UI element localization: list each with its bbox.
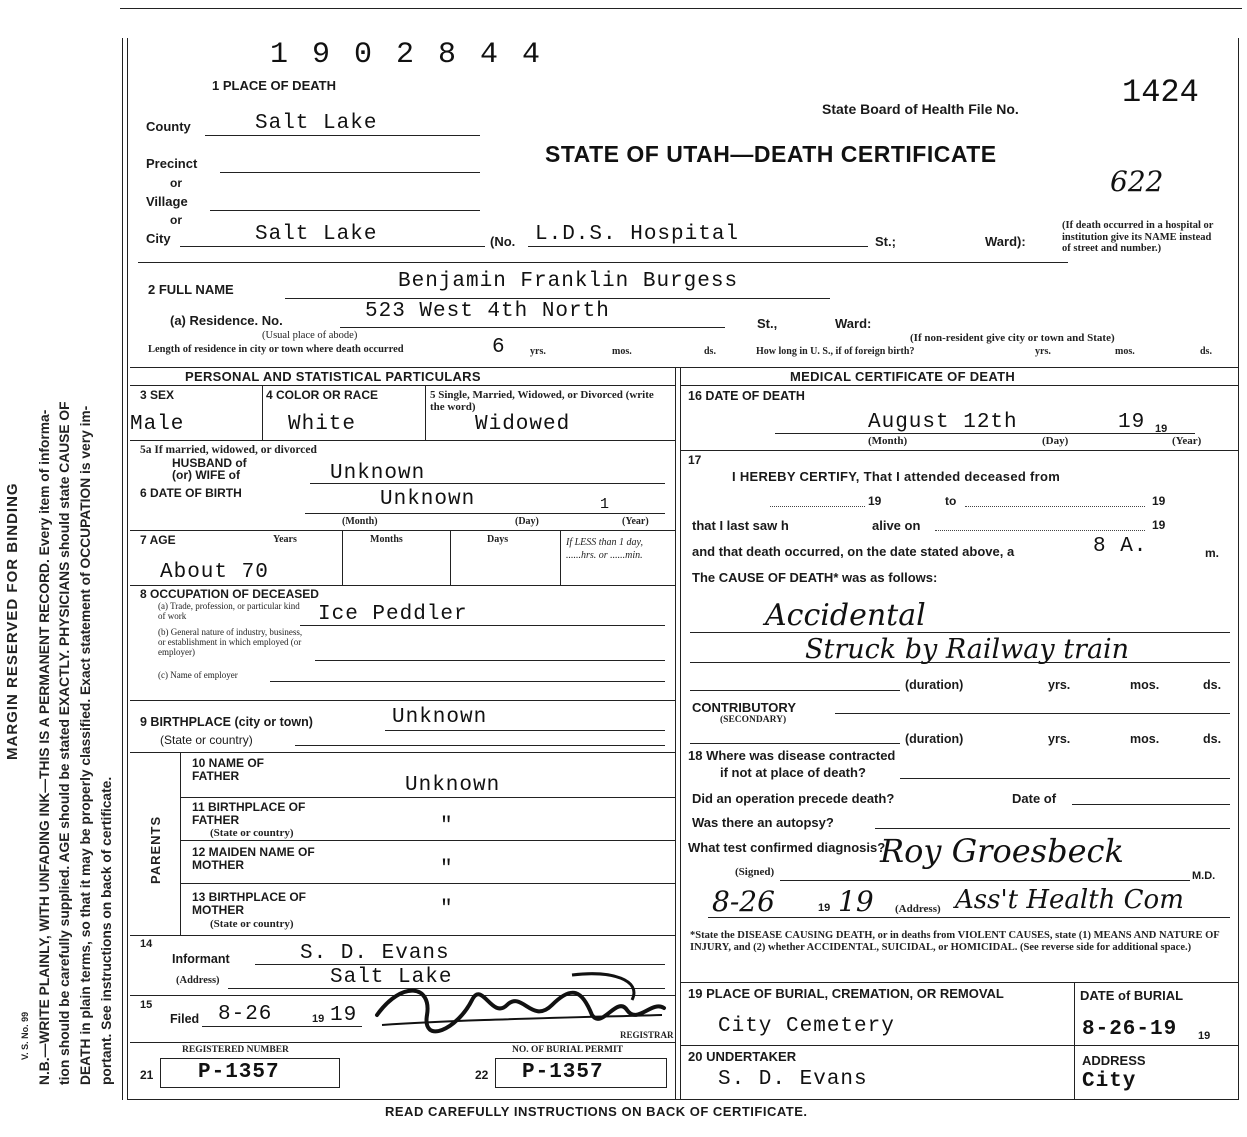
certify-alive-line: [935, 530, 1145, 531]
name-top-line: [138, 262, 1068, 263]
father-bp-row-line: [180, 840, 675, 841]
item-15-number: 15: [140, 999, 153, 1011]
bottom-border: [127, 1099, 1238, 1100]
burial-permit-value: P-1357: [522, 1061, 604, 1084]
ward-label: Ward):: [985, 234, 1026, 249]
spouse-label-2: HUSBAND of: [172, 456, 247, 470]
item-21-number: 21: [140, 1068, 154, 1082]
length-years-value: 6: [492, 336, 506, 359]
marital-value: Widowed: [475, 413, 571, 436]
instructions-line-4: portant. See instructions on back of certificate.: [99, 776, 114, 1085]
date-of-burial-label: DATE of BURIAL: [1080, 988, 1184, 1003]
burial-divider: [1074, 982, 1075, 1099]
left-border-2: [127, 38, 128, 1100]
age-value: About 70: [160, 561, 269, 584]
county-line: [205, 135, 480, 136]
age-days-label: Days: [487, 534, 509, 545]
informant-line: [255, 964, 665, 965]
signed-label: (Signed): [735, 866, 775, 878]
birthplace-line: [385, 730, 665, 731]
item-17-number: 17: [688, 453, 702, 467]
usual-abode-note: (Usual place of abode): [262, 330, 358, 341]
column-divider-right: [680, 367, 681, 1099]
section-divider-top: [130, 367, 1238, 368]
q18-line: [900, 778, 1230, 779]
full-name-line: [285, 298, 830, 299]
or-label-1: or: [170, 176, 182, 190]
birthplace-state-line: [295, 745, 665, 746]
sex-label: 3 SEX: [140, 388, 175, 402]
mother-name-value: ": [440, 858, 454, 881]
certify-from-line: [770, 506, 865, 507]
duration-line-1: [690, 690, 900, 691]
filed-label: Filed: [170, 1012, 200, 1026]
street-label: St.;: [875, 234, 896, 249]
informant-value: S. D. Evans: [300, 942, 450, 965]
cause-footnote: *State the DISEASE CAUSING DEATH, or in deaths from VIOLENT CAUSES, state (1) MEANS AND NATURE OF INJURY, and (2) whether ACCIDENTAL, SUICIDAL, or HOMICIDAL. (See reverse side for additional space.): [690, 930, 1220, 953]
footer-instructions: READ CAREFULLY INSTRUCTIONS ON BACK OF CERTIFICATE.: [385, 1104, 808, 1119]
residence-ward-label: Ward:: [835, 316, 872, 331]
q18-line-2: if not at place of death?: [720, 765, 866, 780]
residence-label: (a) Residence. No.: [170, 313, 283, 328]
local-number: 622: [1110, 165, 1164, 198]
father-row-line: [180, 797, 675, 798]
undertaker-address-label: ADDRESS: [1082, 1053, 1146, 1068]
certify-19b: 19: [1152, 494, 1166, 508]
medical-header-line: [680, 385, 1238, 386]
instructions-line-1: N.B.—WRITE PLAINLY, WITH UNFADING INK—THIS IS A PERMANENT RECORD. Every item of informa-: [37, 409, 52, 1085]
column-divider-left: [675, 367, 676, 1099]
left-border-1: [122, 38, 123, 1100]
undertaker-value: S. D. Evans: [718, 1068, 868, 1091]
us-yrs-label: yrs.: [1035, 346, 1051, 357]
spouse-label-1: 5a If married, widowed, or divorced: [140, 444, 317, 456]
birthplace-label: 9 BIRTHPLACE (city or town): [140, 715, 313, 729]
length-mos-label: mos.: [612, 346, 632, 357]
spouse-value: Unknown: [330, 462, 426, 485]
city-value: Salt Lake: [255, 223, 378, 246]
contributory-label: CONTRIBUTORY: [692, 700, 796, 715]
md-label: M.D.: [1192, 870, 1216, 882]
mother-name-label: 12 MAIDEN NAME OF MOTHER: [192, 845, 315, 872]
burial-place-label: 19 PLACE OF BURIAL, CREMATION, OR REMOVAL: [688, 986, 1004, 1001]
date-of-death-line: [775, 433, 1195, 434]
signed-date-line: [708, 917, 1230, 918]
duration-yrs-1: yrs.: [1048, 678, 1071, 692]
father-birthplace-label: 11 BIRTHPLACE OF FATHER: [192, 800, 306, 827]
personal-header-line: [130, 385, 675, 386]
test-confirmed-label: What test confirmed diagnosis?: [688, 840, 886, 855]
filed-19-label: 19: [312, 1013, 325, 1025]
registrar-label: REGISTRAR: [620, 1030, 674, 1040]
operation-line: [1072, 804, 1230, 805]
residence-st-label: St.,: [757, 316, 778, 331]
us-ds-label: ds.: [1200, 346, 1212, 357]
dob-row-line: [130, 530, 675, 531]
secondary-label: (SECONDARY): [720, 715, 787, 725]
medical-header: MEDICAL CERTIFICATE OF DEATH: [790, 369, 1016, 384]
precinct-label: Precinct: [146, 156, 198, 171]
spouse-line: [310, 483, 665, 484]
burial-place-value: City Cemetery: [718, 1015, 895, 1038]
death-time-m: m.: [1205, 546, 1220, 560]
parents-bottom-line: [130, 935, 675, 936]
date-of-death-label: 16 DATE OF DEATH: [688, 389, 805, 403]
mother-row-line: [180, 883, 675, 884]
age-divider-2: [450, 530, 451, 585]
q18-line-1: 18 Where was disease contracted: [688, 748, 896, 763]
sex-divider: [262, 385, 263, 440]
burial-permit-label: NO. OF BURIAL PERMIT: [512, 1045, 624, 1055]
top-border: [120, 8, 1242, 9]
signed-address-label: (Address): [895, 903, 941, 915]
operation-label: Did an operation precede death?: [692, 791, 895, 806]
father-birthplace-sub: (State or country): [210, 827, 294, 839]
certify-to-line: [965, 506, 1145, 507]
month-sub: (Month): [868, 435, 908, 447]
filed-value: 8-26: [218, 1003, 273, 1026]
signed-line: [780, 880, 1190, 881]
length-yrs-label: yrs.: [530, 346, 546, 357]
physician-signature: Roy Groesbeck: [880, 832, 1124, 870]
county-label: County: [146, 119, 191, 134]
color-label: 4 COLOR OR RACE: [266, 388, 379, 402]
birthplace-row-line: [130, 752, 675, 753]
age-row-line: [130, 585, 675, 586]
registered-row-line: [130, 1042, 675, 1043]
parents-divider: [180, 752, 181, 935]
informant-label: Informant: [172, 952, 230, 966]
right-border: [1238, 38, 1239, 1100]
dob-line: [305, 513, 665, 514]
precinct-line: [220, 172, 480, 173]
dob-value: Unknown: [380, 488, 476, 511]
occupation-b-label: (b) General nature of industry, business, or establishment in which employed (or employer): [158, 627, 303, 657]
city-label: City: [146, 231, 171, 246]
sex-value: Male: [130, 413, 185, 436]
certify-19c: 19: [1152, 518, 1166, 532]
informant-address-label: (Address): [176, 975, 220, 986]
age-label: 7 AGE: [140, 533, 176, 547]
us-mos-label: mos.: [1115, 346, 1135, 357]
death-time-value: 8 A.: [1093, 535, 1148, 558]
parents-label: PARENTS: [148, 815, 163, 884]
registered-number-value: P-1357: [198, 1061, 280, 1084]
duration-label-1: (duration): [905, 678, 964, 692]
dob-month-sub: (Month): [342, 516, 378, 527]
date-of-death-19: 19: [1155, 423, 1168, 435]
full-name-label: 2 FULL NAME: [148, 282, 234, 297]
cause-value-2: Struck by Railway train: [805, 634, 1130, 665]
occupation-a-label: (a) Trade, profession, or particular kind of work: [158, 601, 300, 621]
occupation-c-label: (c) Name of employer: [158, 670, 238, 680]
no-label: (No.: [490, 234, 516, 249]
duration-ds-2: ds.: [1203, 732, 1222, 746]
occupation-row-line: [130, 700, 675, 701]
age-divider-3: [560, 530, 561, 585]
duration-yrs-2: yrs.: [1048, 732, 1071, 746]
state-board-label: State Board of Health File No.: [822, 101, 1019, 117]
date-of-burial-value: 8-26-19: [1082, 1018, 1178, 1041]
occupation-b-line: [315, 660, 665, 661]
mother-birthplace-label: 13 BIRTHPLACE OF MOTHER: [192, 890, 307, 917]
date-row-line: [680, 450, 1238, 451]
age-less-label: If LESS than 1 day, ......hrs. or ......min.: [566, 537, 643, 561]
certificate-title: STATE OF UTAH—DEATH CERTIFICATE: [545, 141, 997, 167]
certify-line-3: and that death occurred, on the date stated above, a: [692, 544, 1015, 559]
date-of-burial-19: 19: [1198, 1030, 1211, 1042]
filed-year-value: 19: [330, 1004, 358, 1027]
cause-value-1: Accidental: [765, 598, 926, 633]
certify-line-2: that I last saw h: [692, 518, 789, 533]
state-file-number: 1424: [1122, 74, 1199, 111]
signed-year-value: 19: [838, 885, 874, 918]
autopsy-label: Was there an autopsy?: [692, 815, 834, 830]
spouse-label-3: (or) WIFE of: [172, 468, 240, 482]
mother-birthplace-sub: (State or country): [210, 918, 294, 930]
institution-value: L.D.S. Hospital: [535, 223, 740, 246]
certify-line-1: I HEREBY CERTIFY, That I attended deceased from: [732, 469, 1061, 484]
burial-top-line: [680, 982, 1238, 983]
date-of-death-year: 19: [1118, 411, 1146, 434]
residence-line: [340, 327, 725, 328]
age-months-label: Months: [370, 534, 403, 545]
how-long-us-label: How long in U. S., if of foreign birth?: [756, 346, 915, 357]
undertaker-address-value: City: [1082, 1070, 1137, 1093]
dob-label: 6 DATE OF BIRTH: [140, 486, 242, 500]
birthplace-state-label: (State or country): [160, 733, 253, 747]
contributory-line: [835, 713, 1230, 714]
father-birthplace-value: ": [440, 815, 454, 838]
age-years-label: Years: [273, 534, 297, 545]
date-of-death-value: August 12th: [868, 411, 1018, 434]
village-line: [210, 210, 480, 211]
color-value: White: [288, 413, 357, 436]
duration-line-2: [690, 743, 900, 744]
dob-one: 1: [600, 496, 611, 513]
full-name-value: Benjamin Franklin Burgess: [398, 270, 739, 293]
signed-19-label: 19: [818, 902, 831, 914]
father-name-label: 10 NAME OF FATHER: [192, 756, 265, 783]
duration-mos-2: mos.: [1130, 732, 1160, 746]
city-line: [180, 246, 485, 247]
birthplace-value: Unknown: [392, 706, 488, 729]
item-22-number: 22: [475, 1068, 489, 1082]
day-sub: (Day): [1042, 435, 1069, 447]
informant-address-value: Salt Lake: [330, 966, 453, 989]
duration-label-2: (duration): [905, 732, 964, 746]
registered-number-label: REGISTERED NUMBER: [182, 1045, 289, 1055]
length-ds-label: ds.: [704, 346, 716, 357]
occupation-line: [300, 625, 665, 626]
undertaker-top-line: [680, 1045, 1238, 1046]
duration-ds-1: ds.: [1203, 678, 1222, 692]
color-divider: [425, 385, 426, 440]
row-3-line: [130, 440, 675, 441]
father-name-value: Unknown: [405, 774, 501, 797]
or-label-2: or: [170, 213, 182, 227]
instructions-line-3: DEATH in plain terms, so that it may be properly classified. Exact statement of OCCUPATION is very im-: [78, 405, 93, 1085]
certificate-number: 1 9 0 2 8 4 4: [270, 38, 544, 72]
occupation-label: 8 OCCUPATION OF DECEASED: [140, 587, 319, 601]
occupation-c-line: [270, 681, 665, 682]
place-of-death-label: 1 PLACE OF DEATH: [212, 78, 336, 93]
signed-date-value: 8-26: [712, 885, 775, 918]
certify-to: to: [945, 494, 957, 508]
cause-of-death-label: The CAUSE OF DEATH* was as follows:: [692, 570, 938, 585]
certify-19a: 19: [868, 494, 882, 508]
village-label: Village: [146, 194, 188, 209]
form-number: V. S. No. 99: [20, 1011, 30, 1060]
marital-label: 5 Single, Married, Widowed, or Divorced (write the word): [430, 389, 654, 413]
signed-address-value: Ass't Health Com: [955, 885, 1184, 915]
date-of-label: Date of: [1012, 791, 1057, 806]
dob-year-sub: (Year): [622, 516, 649, 527]
residence-value: 523 West 4th North: [365, 300, 610, 323]
instructions-line-2: tion should be carefully supplied. AGE should be stated EXACTLY. PHYSICIANS should state CAUSE OF: [57, 401, 72, 1085]
personal-header: PERSONAL AND STATISTICAL PARTICULARS: [185, 369, 481, 384]
duration-mos-1: mos.: [1130, 678, 1160, 692]
certify-alive: alive on: [872, 518, 921, 533]
institution-line: [528, 246, 868, 247]
occupation-value: Ice Peddler: [318, 603, 468, 626]
dob-day-sub: (Day): [515, 516, 539, 527]
item-14-number: 14: [140, 938, 153, 950]
year-sub: (Year): [1172, 435, 1202, 447]
age-divider-1: [342, 530, 343, 585]
hospital-note: (If death occurred in a hospital or institution give its NAME instead of street and number.): [1062, 220, 1214, 254]
filed-line: [202, 1026, 362, 1027]
margin-reserved-text: MARGIN RESERVED FOR BINDING: [4, 482, 21, 760]
county-value: Salt Lake: [255, 112, 378, 135]
undertaker-label: 20 UNDERTAKER: [688, 1049, 797, 1064]
mother-birthplace-value: ": [440, 898, 454, 921]
nonresident-note: (If non-resident give city or town and State): [910, 332, 1115, 344]
length-of-residence-label: Length of residence in city or town where death occurred: [148, 344, 404, 355]
autopsy-line: [875, 828, 1230, 829]
